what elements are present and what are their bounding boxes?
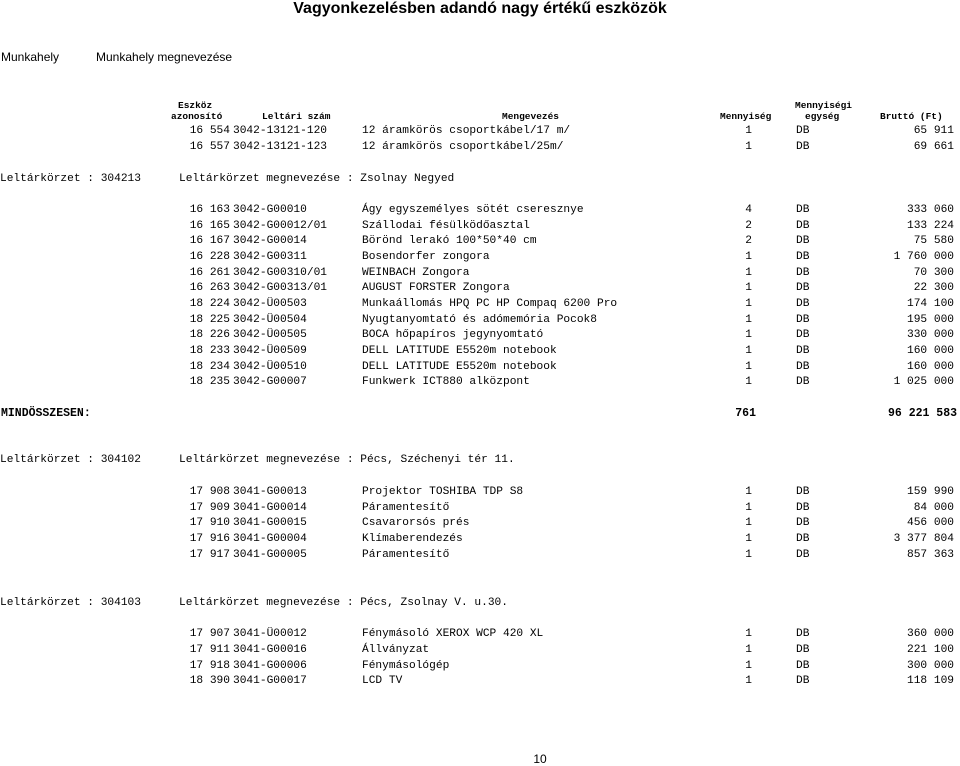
table-row [0,486,960,501]
eszkoz-azonosito: 18 234 [189,361,230,373]
eszkoz-azonosito: 18 226 [189,329,230,341]
egyseg: DB [796,660,810,672]
eszkoz-azonosito: 16 167 [189,235,230,247]
mennyiseg: 1 [745,298,752,310]
mennyiseg: 4 [745,204,752,216]
table-row [0,314,960,329]
megnevezes: Munkaállomás HPQ PC HP Compaq 6200 Pro [362,298,618,310]
table-row [0,628,960,643]
eszkoz-azonosito: 16 557 [189,141,230,153]
megnevezes: LCD TV [362,675,403,687]
egyseg: DB [796,517,810,529]
egyseg: DB [796,644,810,656]
mennyiseg: 1 [745,660,752,672]
megnevezes: Bosendorfer zongora [362,251,490,263]
brutto: 75 580 [913,235,954,247]
leltari-szam: 3041-G00004 [233,533,307,545]
megnevezes: AUGUST FORSTER Zongora [362,282,510,294]
eszkoz-azonosito: 16 163 [189,204,230,216]
brutto: 330 000 [907,329,954,341]
mennyiseg: 2 [745,235,752,247]
brutto: 69 661 [913,141,954,153]
col-megnevezes: Mengevezés [502,111,560,122]
megnevezes: Nyugtanyomtató és adómemória Pocok8 [362,314,597,326]
egyseg: DB [796,282,810,294]
mennyiseg: 1 [745,644,752,656]
brutto: 857 363 [907,549,954,561]
leltari-szam: 3042-G00313/01 [233,282,327,294]
brutto: 1 760 000 [893,251,954,263]
brutto: 174 100 [907,298,954,310]
egyseg: DB [796,298,810,310]
brutto: 160 000 [907,361,954,373]
eszkoz-azonosito: 18 233 [189,345,230,357]
egyseg: DB [796,675,810,687]
megnevezes: Projektor TOSHIBA TDP S8 [362,486,524,498]
megnevezes: Páramentesítő [362,502,450,514]
mennyiseg: 1 [745,376,752,388]
leltari-szam: 3042-G00010 [233,204,307,216]
table-row [0,125,960,140]
egyseg: DB [796,376,810,388]
mennyiseg: 1 [745,267,752,279]
mennyiseg: 1 [745,361,752,373]
mennyiseg: 1 [745,502,752,514]
leltarkorzet-label: Leltárkörzet : 304102 [0,454,141,466]
eszkoz-azonosito: 17 907 [189,628,230,640]
mennyiseg: 1 [745,486,752,498]
leltari-szam: 3042-13121-123 [233,141,327,153]
table-row [0,502,960,517]
leltari-szam: 3042-Ü00509 [233,345,307,357]
table-row [0,220,960,235]
megnevezes: WEINBACH Zongora [362,267,470,279]
brutto: 160 000 [907,345,954,357]
eszkoz-azonosito: 17 910 [189,517,230,529]
leltari-szam: 3041-G00005 [233,549,307,561]
col-brutto: Bruttó (Ft) [880,111,943,122]
leltari-szam: 3042-G00014 [233,235,307,247]
eszkoz-azonosito: 17 918 [189,660,230,672]
leltarkorzet-label: Leltárkörzet : 304213 [0,173,141,185]
megnevezes: Állványzat [362,644,430,656]
egyseg: DB [796,486,810,498]
eszkoz-azonosito: 18 235 [189,376,230,388]
eszkoz-azonosito: 16 165 [189,220,230,232]
leltari-szam: 3041-Ü00012 [233,628,307,640]
table-row [0,644,960,659]
egyseg: DB [796,345,810,357]
mennyiseg: 1 [745,675,752,687]
eszkoz-azonosito: 16 263 [189,282,230,294]
leltari-szam: 3041-G00013 [233,486,307,498]
leltari-szam: 3041-G00006 [233,660,307,672]
page-number: 10 [533,752,547,766]
brutto: 360 000 [907,628,954,640]
brutto: 22 300 [913,282,954,294]
table-row [0,376,960,391]
mennyiseg: 1 [745,282,752,294]
col-eszkoz-line2: azonosító [171,111,223,122]
table-row [0,298,960,313]
egyseg: DB [796,329,810,341]
eszkoz-azonosito: 16 228 [189,251,230,263]
leltari-szam: 3042-13121-120 [233,125,327,137]
brutto: 118 109 [907,675,954,687]
eszkoz-azonosito: 16 261 [189,267,230,279]
brutto: 221 100 [907,644,954,656]
table-row [0,675,960,690]
megnevezes: Ágy egyszemélyes sötét cseresznye [362,204,584,216]
col-mennyiseg: Mennyiség [720,111,772,122]
table-row [0,251,960,266]
megnevezes: Csavarorsós prés [362,517,470,529]
egyseg: DB [796,220,810,232]
megnevezes: 12 áramkörös csoportkábel/17 m/ [362,125,571,137]
egyseg: DB [796,251,810,263]
col-egyseg-line2: egység [805,111,840,122]
leltari-szam: 3042-Ü00503 [233,298,307,310]
mennyiseg: 1 [745,329,752,341]
megnevezes: DELL LATITUDE E5520m notebook [362,345,557,357]
megnevezes: Klímaberendezés [362,533,463,545]
leltari-szam: 3041-G00015 [233,517,307,529]
eszkoz-azonosito: 18 390 [189,675,230,687]
megnevezes: BOCA hőpapíros jegynyomtató [362,329,544,341]
megnevezes: Börönd lerakó 100*50*40 cm [362,235,537,247]
mennyiseg: 1 [745,345,752,357]
mennyiseg: 1 [745,517,752,529]
table-row [0,282,960,297]
table-row [0,549,960,564]
mennyiseg: 1 [745,314,752,326]
mennyiseg: 1 [745,549,752,561]
megnevezes: Fénymásoló XEROX WCP 420 XL [362,628,544,640]
mennyiseg: 1 [745,628,752,640]
leltari-szam: 3041-G00017 [233,675,307,687]
egyseg: DB [796,235,810,247]
mennyiseg: 1 [745,125,752,137]
table-row [0,517,960,532]
brutto: 3 377 804 [893,533,954,545]
eszkoz-azonosito: 17 908 [189,486,230,498]
megnevezes: 12 áramkörös csoportkábel/25m/ [362,141,564,153]
table-row [0,141,960,156]
egyseg: DB [796,125,810,137]
leltari-szam: 3042-G00007 [233,376,307,388]
egyseg: DB [796,204,810,216]
table-row [0,329,960,344]
egyseg: DB [796,267,810,279]
leltari-szam: 3042-Ü00510 [233,361,307,373]
leltarkorzet-megnevezese: Leltárkörzet megnevezése : Pécs, Széchenyi tér 11. [179,454,515,466]
eszkoz-azonosito: 18 224 [189,298,230,310]
mennyiseg: 1 [745,251,752,263]
eszkoz-azonosito: 16 554 [189,125,230,137]
col-egyseg-line1: Mennyiségi [795,100,853,111]
eszkoz-azonosito: 17 916 [189,533,230,545]
table-row [0,660,960,675]
munkahely-label: Munkahely [1,50,60,64]
eszkoz-azonosito: 18 225 [189,314,230,326]
eszkoz-azonosito: 17 909 [189,502,230,514]
egyseg: DB [796,314,810,326]
page-title: Vagyonkezelésben adandó nagy értékű eszközök [293,0,667,17]
brutto: 300 000 [907,660,954,672]
table-row [0,267,960,282]
eszkoz-azonosito: 17 911 [189,644,230,656]
megnevezes: Páramentesítő [362,549,450,561]
megnevezes: DELL LATITUDE E5520m notebook [362,361,557,373]
leltari-szam: 3041-G00016 [233,644,307,656]
megnevezes: Szállodai fésülködőasztal [362,220,530,232]
brutto: 133 224 [907,220,954,232]
brutto: 159 990 [907,486,954,498]
brutto: 1 025 000 [893,376,954,388]
brutto: 456 000 [907,517,954,529]
brutto: 195 000 [907,314,954,326]
egyseg: DB [796,502,810,514]
leltarkorzet-label: Leltárkörzet : 304103 [0,597,141,609]
egyseg: DB [796,549,810,561]
leltari-szam: 3042-Ü00504 [233,314,307,326]
leltarkorzet-megnevezese: Leltárkörzet megnevezése : Zsolnay Negyed [179,173,455,185]
table-row [0,345,960,360]
egyseg: DB [796,533,810,545]
leltari-szam: 3042-Ü00505 [233,329,307,341]
table-row [0,361,960,376]
mennyiseg: 1 [745,533,752,545]
egyseg: DB [796,361,810,373]
col-leltari-szam: Leltári szám [262,111,331,122]
egyseg: DB [796,141,810,153]
leltari-szam: 3041-G00014 [233,502,307,514]
table-row [0,204,960,219]
brutto: 84 000 [913,502,954,514]
col-eszkoz-line1: Eszköz [178,100,213,111]
munkahely-megnevezese-label: Munkahely megnevezése [96,50,233,64]
mennyiseg: 2 [745,220,752,232]
eszkoz-azonosito: 17 917 [189,549,230,561]
leltari-szam: 3042-G00310/01 [233,267,327,279]
total-qty: 761 [735,407,756,420]
leltari-szam: 3042-G00012/01 [233,220,327,232]
table-row [0,235,960,250]
megnevezes: Funkwerk ICT880 alközpont [362,376,530,388]
table-row [0,533,960,548]
brutto: 70 300 [913,267,954,279]
brutto: 333 060 [907,204,954,216]
leltari-szam: 3042-G00311 [233,251,307,263]
brutto: 65 911 [913,125,954,137]
egyseg: DB [796,628,810,640]
leltarkorzet-megnevezese: Leltárkörzet megnevezése : Pécs, Zsolnay V. u.30. [179,597,508,609]
megnevezes: Fénymásológép [362,660,450,672]
total-label: MINDÖSSZESEN: [1,407,91,420]
total-value: 96 221 583 [887,407,957,420]
mennyiseg: 1 [745,141,752,153]
